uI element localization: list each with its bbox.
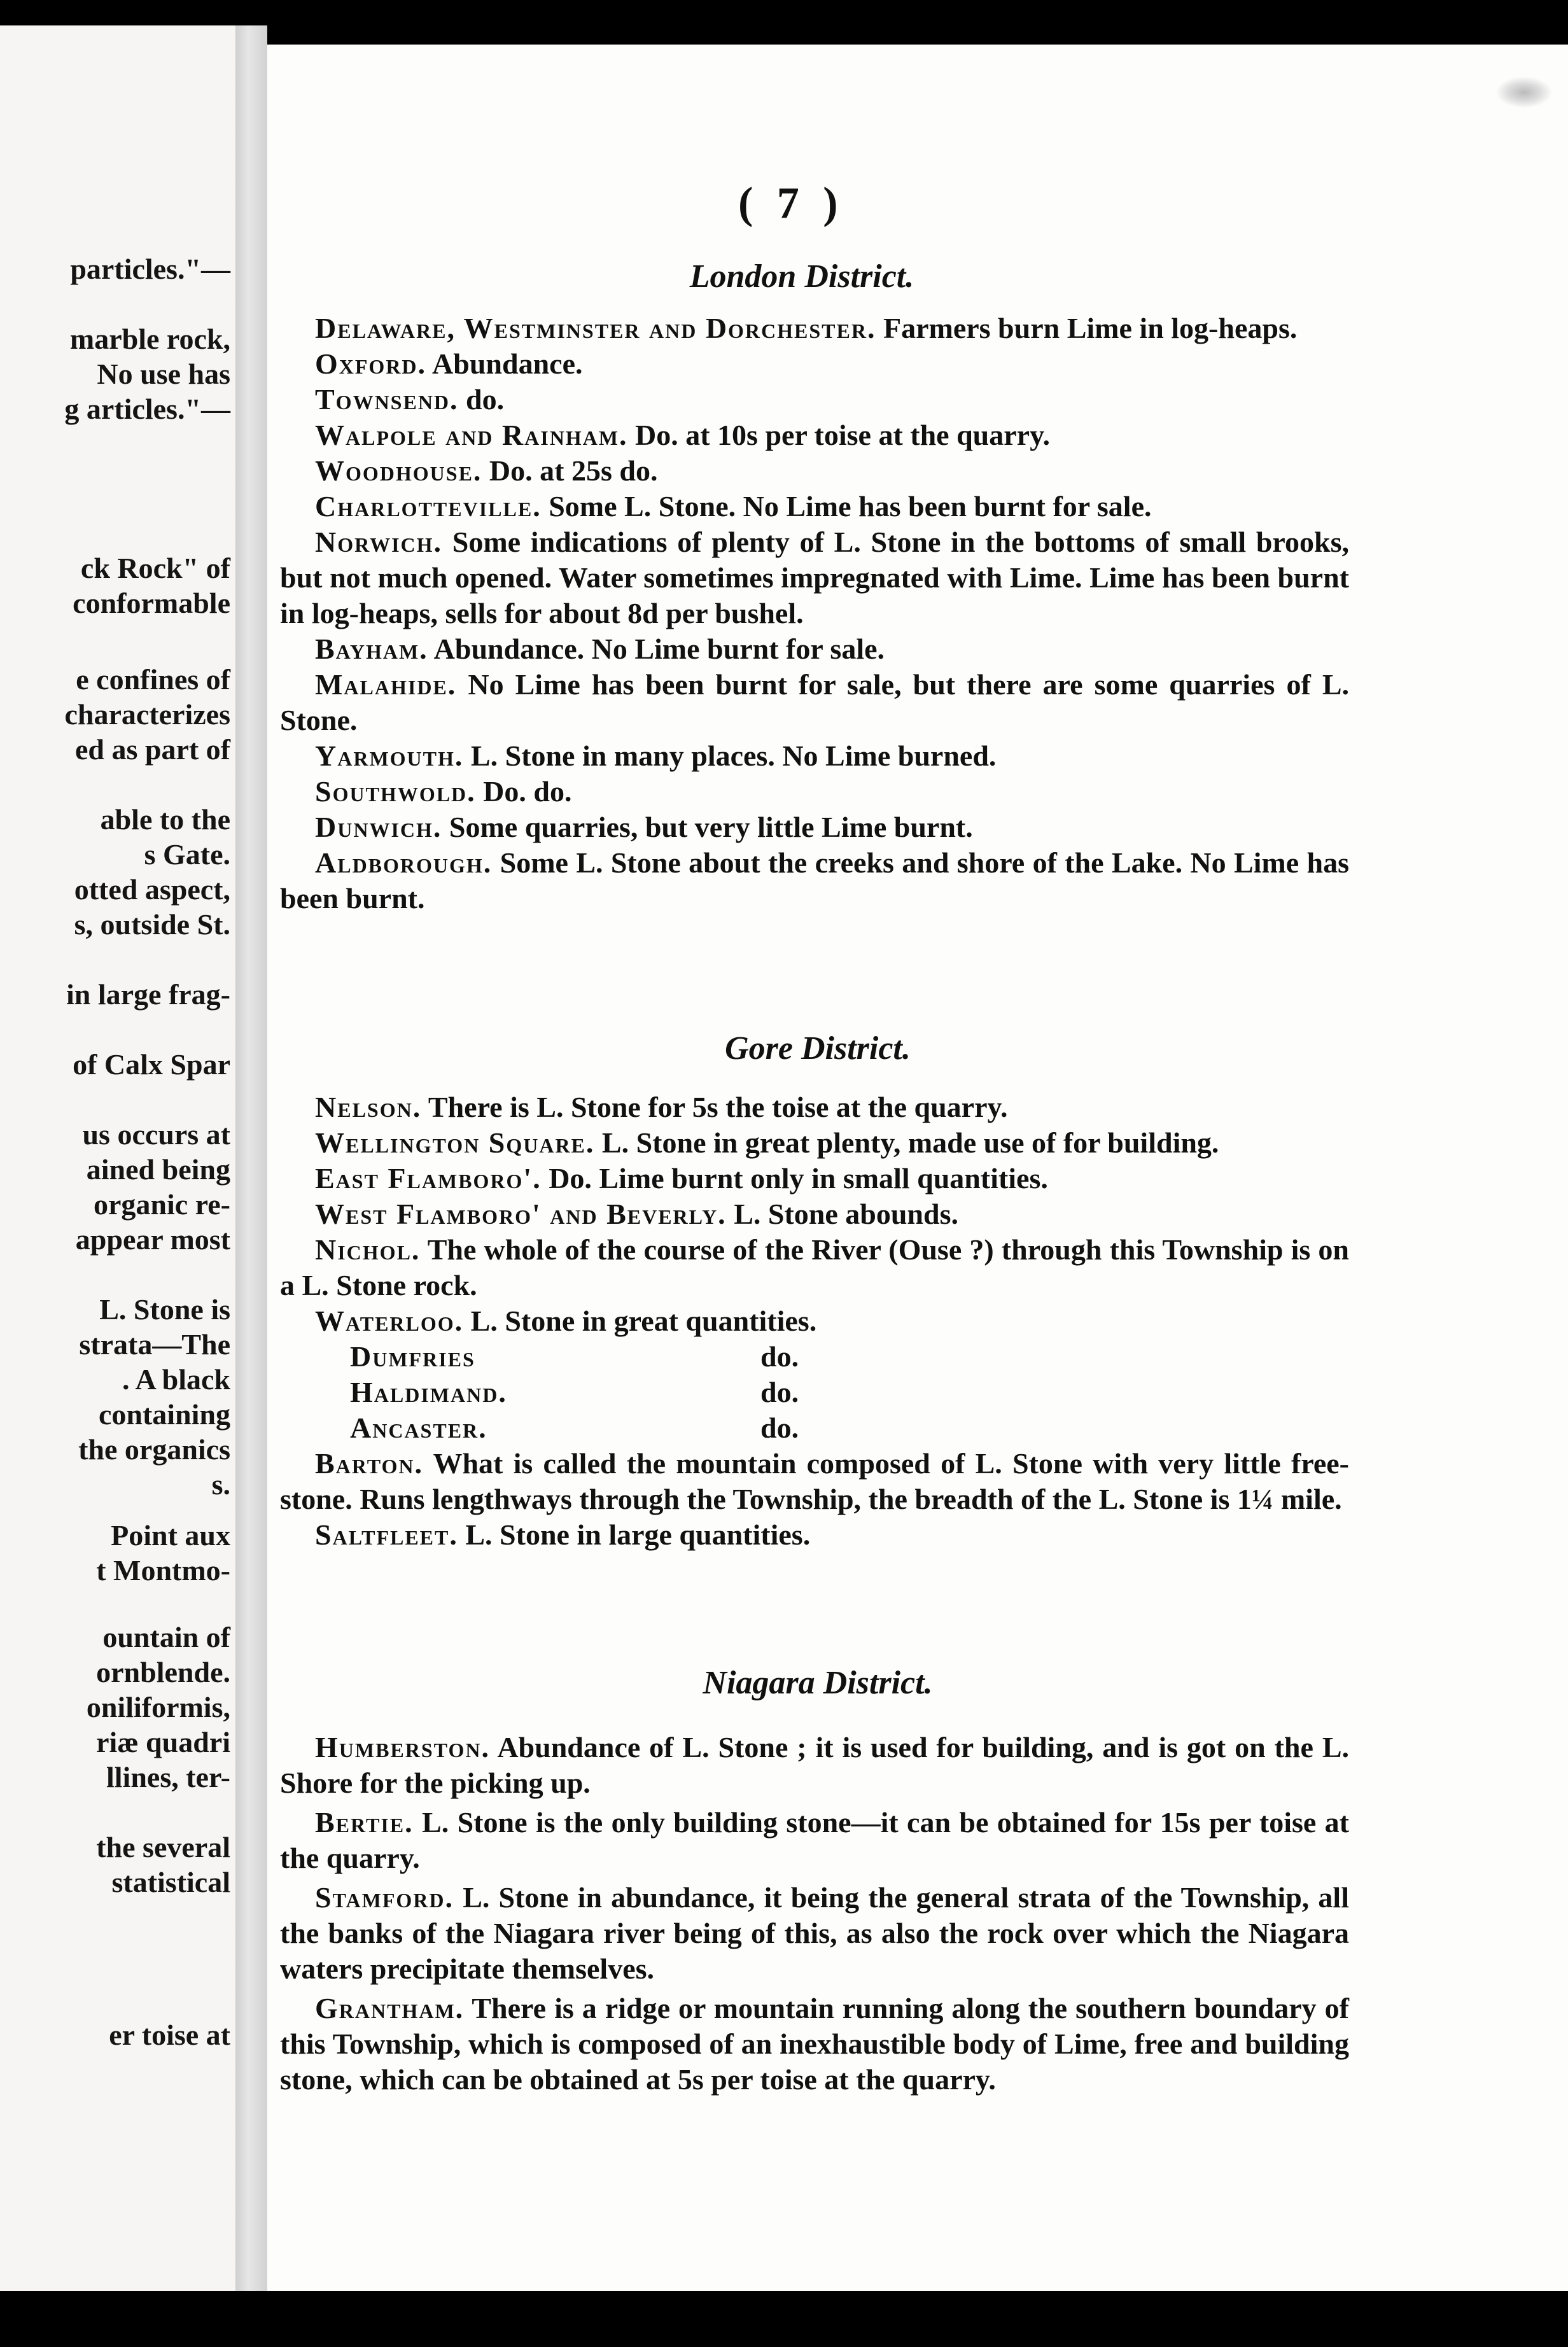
entry-text: The whole of the course of the River (Ouse ?) through this Township is on a L. Stone rock. xyxy=(280,1233,1349,1301)
entry-text: do. xyxy=(466,383,505,416)
township-name: Charlotteville. xyxy=(315,490,542,522)
entry-text: There is a ridge or mountain running along the southern boundary of this Township, which is composed of an inexhaustible body of Lime, free and building stone, which can be obtained at 5s per toise at the quarry. xyxy=(280,1992,1349,2096)
entry xyxy=(280,1232,1349,1303)
book-gutter xyxy=(235,25,267,2291)
section-heading-london: London District. xyxy=(689,258,914,295)
entry xyxy=(280,1446,1349,1517)
entry xyxy=(280,1880,1349,1987)
left-page-line: marble rock, xyxy=(69,323,230,355)
entry xyxy=(280,1410,1349,1446)
entry-text: Do. do. xyxy=(483,775,572,808)
township-name: Southwold. xyxy=(315,775,476,808)
left-page-line: in large frag- xyxy=(66,978,230,1011)
township-name: Malahide. xyxy=(315,668,457,701)
left-facing-page xyxy=(0,25,235,2291)
entry-text: do. xyxy=(760,1376,799,1408)
township-name: Nelson. xyxy=(315,1091,422,1123)
entry-text: L. Stone is the only building stone—it can be obtained for 15s per toise at the quarry. xyxy=(280,1806,1349,1874)
township-name: Dumfries xyxy=(350,1340,475,1373)
township-name: Saltfleet. xyxy=(315,1518,458,1551)
township-name: Humberston. xyxy=(315,1731,490,1763)
paper-blemish xyxy=(1495,76,1553,108)
township-name: Yarmouth. xyxy=(315,739,464,772)
left-page-line: s Gate. xyxy=(144,838,230,871)
township-name: West Flamboro' and Beverly. xyxy=(315,1198,727,1230)
entry-text: What is called the mountain composed of L. Stone with very little free-stone. Runs lengthways through the Township, the breadth of the L. Stone is 1¼ mile. xyxy=(280,1447,1350,1515)
left-page-line: the organics xyxy=(78,1433,230,1466)
entry xyxy=(280,382,1349,417)
left-page-line: s. xyxy=(211,1468,230,1501)
left-page-line: statistical xyxy=(111,1866,230,1898)
township-name: Norwich. xyxy=(315,526,443,558)
entry xyxy=(280,1339,1349,1375)
entry-text: Some L. Stone. No Lime has been burnt for sale. xyxy=(549,490,1152,522)
left-page-line: t Montmo- xyxy=(96,1554,230,1587)
entry xyxy=(280,774,1349,809)
left-page-line: No use has xyxy=(97,358,230,390)
entry-text: Abundance. No Lime burnt for sale. xyxy=(433,633,885,665)
entry-text: Abundance. xyxy=(432,347,583,380)
entry xyxy=(280,1517,1349,1553)
entry-text: L. Stone abounds. xyxy=(734,1198,959,1230)
township-name: Stamford. xyxy=(315,1881,454,1914)
entry xyxy=(280,1089,1349,1125)
left-page-line: Point aux xyxy=(111,1519,230,1552)
entry-text: do. xyxy=(760,1412,799,1444)
entry-text: L. Stone in abundance, it being the general strata of the Township, all the banks of the Niagara river being of this, as also the rock over which the Niagara waters precipitate themselves. xyxy=(280,1881,1349,1985)
entry xyxy=(280,1303,1349,1339)
entry-text: Some indications of plenty of L. Stone in the bottoms of small brooks, but not much opened. Water sometimes impregnated with Lime. Lime has been burnt in log-heaps, sells for about 8d per bushel. xyxy=(280,526,1349,629)
left-page-line: containing xyxy=(98,1398,230,1431)
left-page-line: e confines of xyxy=(76,663,230,696)
left-page-line: ck Rock" of xyxy=(80,552,230,584)
entry-text: Do. at 25s do. xyxy=(489,454,658,487)
left-page-line: characterizes xyxy=(64,698,230,731)
left-page-line: strata—The xyxy=(79,1328,230,1361)
entry xyxy=(280,1125,1349,1161)
left-page-line: of Calx Spar xyxy=(73,1048,230,1081)
entry-text: L. Stone in great quantities. xyxy=(470,1305,817,1337)
section-body-gore xyxy=(280,1089,1349,1553)
left-page-line: the several xyxy=(96,1831,230,1863)
entry-text: L. Stone in large quantities. xyxy=(465,1518,811,1551)
township-name: Townsend. xyxy=(315,383,459,416)
left-page-line: organic re- xyxy=(93,1188,230,1221)
left-page-line: er toise at xyxy=(109,2019,230,2051)
left-page-line: conformable xyxy=(73,587,230,619)
left-page-line: able to the xyxy=(100,803,230,836)
left-page-line: ed as part of xyxy=(74,733,230,766)
entry xyxy=(280,1730,1349,1801)
page-number: ( 7 ) xyxy=(738,179,844,228)
township-name: Aldborough. xyxy=(315,846,493,879)
township-name: Barton. xyxy=(315,1447,424,1480)
entry xyxy=(280,1375,1349,1410)
entry-text: Abundance of L. Stone ; it is used for building, and is got on the L. Shore for the picking up. xyxy=(280,1731,1349,1799)
left-page-line: particles."— xyxy=(70,253,230,285)
left-page-line: g articles."— xyxy=(64,393,230,425)
township-name: Haldimand. xyxy=(350,1376,507,1408)
township-name: Oxford. xyxy=(315,347,427,380)
left-page-line: oniliformis, xyxy=(86,1691,230,1723)
entry-text: L. Stone in many places. No Lime burned. xyxy=(470,739,997,772)
township-name: Woodhouse. xyxy=(315,454,482,487)
left-page-line: L. Stone is xyxy=(99,1293,230,1326)
left-page-line: us occurs at xyxy=(82,1118,230,1151)
entry-text: There is L. Stone for 5s the toise at the quarry. xyxy=(428,1091,1008,1123)
entry xyxy=(280,346,1349,382)
entry xyxy=(280,738,1349,774)
entry-text: Some quarries, but very little Lime burnt. xyxy=(449,811,973,843)
entry xyxy=(280,1161,1349,1196)
township-name: Bertie. xyxy=(315,1806,414,1839)
entry xyxy=(280,453,1349,489)
entry xyxy=(280,845,1349,916)
left-page-line: appear most xyxy=(75,1223,230,1256)
entry-text: Do. at 10s per toise at the quarry. xyxy=(635,419,1051,451)
entry xyxy=(280,631,1349,667)
section-body-niagara xyxy=(280,1730,1349,2098)
township-name: East Flamboro'. xyxy=(315,1162,542,1195)
section-heading-gore: Gore District. xyxy=(725,1030,911,1067)
entry xyxy=(280,1991,1349,2098)
entry xyxy=(280,524,1349,631)
entry xyxy=(280,417,1349,453)
entry xyxy=(280,311,1349,346)
entry-text: Some L. Stone about the creeks and shore of the Lake. No Lime has been burnt. xyxy=(280,846,1349,914)
entry-text: do. xyxy=(760,1340,799,1373)
township-name: Walpole and Rainham. xyxy=(315,419,628,451)
entry xyxy=(280,489,1349,524)
section-heading-niagara: Niagara District. xyxy=(703,1665,933,1701)
entry xyxy=(280,1196,1349,1232)
left-page-line: ornblende. xyxy=(96,1656,230,1688)
township-name: Delaware, Westminster and Dorchester. xyxy=(315,312,876,344)
left-page-line: ountain of xyxy=(102,1621,230,1653)
section-body-london xyxy=(280,311,1349,916)
entry xyxy=(280,667,1349,738)
left-page-line: ained being xyxy=(86,1153,230,1186)
township-name: Wellington Square. xyxy=(315,1126,595,1159)
left-page-line: llines, ter- xyxy=(106,1761,230,1793)
left-page-line: riæ quadri xyxy=(96,1726,230,1758)
entry-text: L. Stone in great plenty, made use of for building. xyxy=(601,1126,1219,1159)
township-name: Waterloo. xyxy=(315,1305,464,1337)
entry-text: No Lime has been burnt for sale, but there are some quarries of L. Stone. xyxy=(280,668,1350,736)
entry-text: Farmers burn Lime in log-heaps. xyxy=(883,312,1298,344)
left-page-line: s, outside St. xyxy=(74,908,230,941)
left-page-line: otted aspect, xyxy=(74,873,230,906)
township-name: Ancaster. xyxy=(350,1412,487,1444)
entry xyxy=(280,1805,1349,1876)
entry xyxy=(280,809,1349,845)
left-page-line: . A black xyxy=(122,1363,230,1396)
township-name: Dunwich. xyxy=(315,811,442,843)
township-name: Grantham. xyxy=(315,1992,465,2024)
township-name: Bayham. xyxy=(315,633,428,665)
entry-text: Do. Lime burnt only in small quantities. xyxy=(549,1162,1048,1195)
township-name: Nichol. xyxy=(315,1233,421,1266)
